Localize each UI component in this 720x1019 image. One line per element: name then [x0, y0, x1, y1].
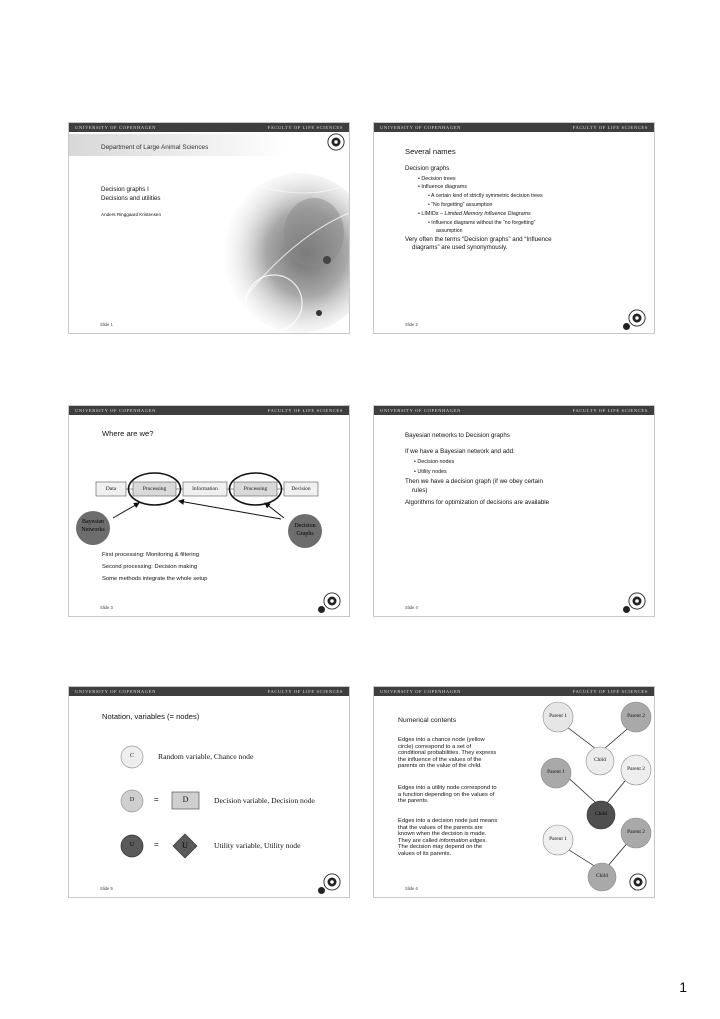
utility-node-letter: U	[129, 842, 135, 848]
decor-dot	[318, 606, 325, 613]
bullet-icon: •	[428, 220, 430, 226]
slide-header: UNIVERSITY OF COPENHAGEN FACULTY OF LIFE SCIENCES	[374, 687, 654, 696]
decision-box-letter: D	[182, 795, 189, 804]
sub-bullet-item: • A certain kind of strictly symmetric decision trees	[428, 193, 543, 199]
bullet-item: • Influence diagrams	[418, 184, 467, 190]
text-line: Some methods integrate the whole setup	[102, 576, 208, 582]
bullet-icon: •	[428, 202, 430, 208]
sub-bullet-item: • “No forgetting” assumption	[428, 202, 493, 208]
decision-node-letter: D	[129, 797, 135, 803]
slide-header: UNIVERSITY OF COPENHAGEN FACULTY OF LIFE SCIENCES	[374, 406, 654, 415]
slide-number: Slide 2	[405, 322, 418, 327]
utility-node-label: Utility variable, Utility node	[214, 841, 301, 850]
bullet-icon: •	[418, 184, 420, 190]
bullet-icon: •	[418, 211, 420, 217]
slide-6	[373, 686, 655, 898]
node-label: Decision	[294, 523, 316, 529]
slide-number: Slide 1	[100, 322, 113, 327]
decor-dot	[623, 606, 630, 613]
node-diagrams	[374, 687, 654, 897]
slide-1	[68, 122, 350, 334]
slide-header: UNIVERSITY OF COPENHAGEN FACULTY OF LIFE SCIENCES	[69, 406, 349, 415]
slide-title: Bayesian networks to Decision graphs	[405, 432, 510, 439]
university-seal-icon	[323, 873, 341, 891]
node-label: Networks	[81, 527, 105, 533]
arrow-to-processing-2	[265, 503, 284, 518]
text-line: rules)	[412, 487, 428, 494]
process-box-label: Decision	[291, 486, 311, 492]
node-label: Parent 2	[627, 766, 645, 772]
sub-bullet-continued: assumption	[436, 228, 463, 234]
bullet-item: • Utility nodes	[414, 469, 447, 475]
node-label: Parent 1	[549, 836, 567, 842]
process-diagram	[69, 406, 349, 616]
slide-title: Notation, variables (= nodes)	[102, 712, 200, 721]
bullet-icon: •	[414, 459, 416, 465]
bullet-item: • Decision nodes	[414, 459, 455, 465]
text-line: Decision graphs	[405, 165, 450, 172]
chance-node-label: Random variable, Chance node	[158, 752, 254, 761]
text-line: First processing: Monitoring & filtering	[102, 552, 199, 558]
slide-title: Numerical contents	[398, 717, 457, 724]
slide-header: UNIVERSITY OF COPENHAGEN FACULTY OF LIFE SCIENCES	[374, 123, 654, 132]
bullet-item: • LIMIDs – Limited Memory Influence Diagrams	[418, 211, 531, 217]
title-line-2: Decisions and utilities	[101, 195, 161, 202]
node-label: Parent 1	[547, 769, 565, 775]
slide-header: UNIVERSITY OF COPENHAGEN FACULTY OF LIFE SCIENCES	[69, 687, 349, 696]
slide-title: Where are we?	[102, 429, 154, 438]
process-box-label: Processing	[243, 486, 268, 492]
title-line-1: Decision graphs I	[101, 186, 149, 193]
text-line: diagrams” are used synonymously.	[412, 244, 508, 251]
text-line: Second processing: Decision making	[102, 564, 198, 570]
university-seal-icon	[323, 592, 341, 610]
paragraph-utility: Edges into a utility node correspond to a function depending on the values of the parents.	[398, 785, 497, 805]
bullet-item: • Decision trees	[418, 176, 456, 182]
slide-number: Slide 4	[405, 605, 418, 610]
utility-diamond-letter: U	[182, 841, 188, 850]
university-seal-icon	[628, 309, 646, 327]
bullet-icon: •	[418, 176, 420, 182]
slide-4	[373, 405, 655, 617]
process-box-label: Information	[192, 486, 218, 492]
title-background-art	[69, 123, 349, 333]
chance-node-letter: C	[129, 753, 134, 759]
node-label: Parent 2	[627, 829, 645, 835]
slide-2	[373, 122, 655, 334]
text-line: Very often the terms “Decision graphs” and “Influence	[405, 236, 552, 243]
slide-number: Slide 6	[405, 886, 418, 891]
slide-number: Slide 3	[100, 605, 113, 610]
sub-bullet-item: • Influence diagrams without the “no forgetting”	[428, 220, 536, 226]
process-box-label: Data	[105, 486, 117, 492]
process-box-label: Processing	[142, 486, 167, 492]
node-label: Child	[594, 757, 606, 763]
bullet-icon: •	[428, 193, 430, 199]
page-number: 1	[679, 979, 687, 995]
decor-dot	[623, 323, 630, 330]
text-line: Then we have a decision graph (if we obey certain	[405, 478, 543, 485]
slide-header: UNIVERSITY OF COPENHAGEN FACULTY OF LIFE SCIENCES	[69, 123, 349, 132]
notation-shapes	[69, 687, 349, 897]
slide-3	[68, 405, 350, 617]
paragraph-chance: Edges into a chance node (yellow circle) correspond to a set of conditional probabilities. They express the influence of the values of the parents on the value of the child.	[398, 737, 497, 770]
department-name: Department of Large Animal Sciences	[101, 144, 209, 151]
node-label: Parent 1	[549, 713, 567, 719]
equals-sign: =	[154, 840, 159, 849]
bullet-icon: •	[414, 469, 416, 475]
node-label: Parent 2	[627, 713, 645, 719]
slide-title: Several names	[405, 147, 456, 156]
equals-sign: =	[154, 795, 159, 804]
arrow-to-processing-1	[113, 503, 139, 518]
node-label: Child	[595, 811, 607, 817]
university-seal-icon	[629, 873, 647, 891]
paragraph-decision: Edges into a decision node just means that the values of the parents are known when the decision is made. They are called information edges. The decision may depend on the values of its parents.	[398, 818, 498, 857]
author-name: Anders Ringgaard Kristensen	[101, 212, 162, 217]
text-line: Algorithms for optimization of decisions are available	[405, 499, 550, 506]
node-label: Graphs	[296, 531, 314, 537]
node-label: Child	[596, 873, 608, 879]
slide-5	[68, 686, 350, 898]
decor-dot	[318, 887, 325, 894]
university-seal-icon	[628, 592, 646, 610]
text-line: If we have a Bayesian network and add:	[405, 448, 515, 455]
node-label: Bayesian	[82, 519, 104, 525]
decision-node-label: Decision variable, Decision node	[214, 796, 315, 805]
university-seal-icon	[327, 133, 345, 151]
slide-number: Slide 5	[100, 886, 113, 891]
